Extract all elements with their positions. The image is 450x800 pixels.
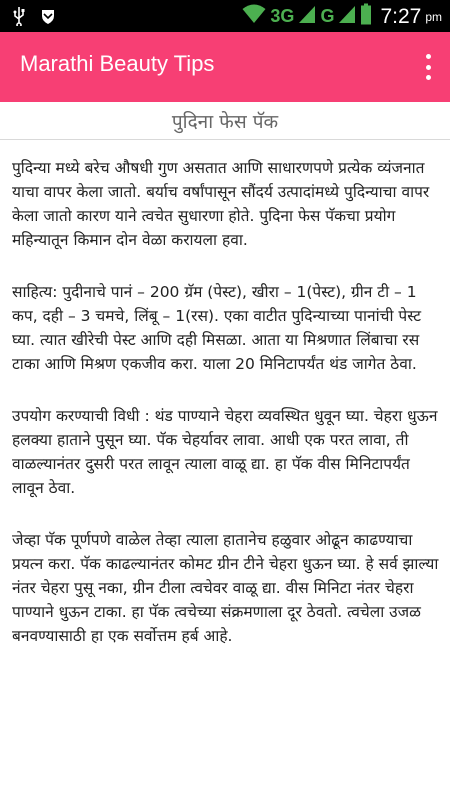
status-bar (0, 0, 450, 32)
status-left-icons (12, 6, 56, 31)
app-title: Marathi Beauty Tips (20, 51, 215, 76)
network-type-g: G (320, 6, 335, 26)
article-paragraph: जेव्हा पॅक पूर्णपणे वाळेल तेव्हा त्याला हातानेच हळुवार ओढून काढण्याचा प्रयत्न करा. पॅक काढल्यानंतर कोमट ग्रीन टीने चेहरा धुऊन घ्या. हे सर्व झाल्या नंतर चेहरा पुसू नका, ग्रीन टीला त्वचेवर वाळू द्या. वीस मिनिटा नंतर चेहरा पाण्याने धुऊन टाका. हा पॅक त्वचेच्या संक्रमणाला दूर ठेवतो. त्वचेला उजळ बनवण्यासाठी हा एक सर्वोत्तम हर्ब आहे. (12, 531, 439, 645)
usb-icon (12, 6, 26, 31)
shield-icon (40, 7, 56, 30)
overflow-menu-icon[interactable] (418, 52, 438, 82)
article-paragraph: साहित्य: पुदीनाचे पानं – 200 ग्रॅम (पेस्ट), खीरा – 1(पेस्ट), ग्रीन टी – 1 कप, दही – 3 चमचे, लिंबू – 1(रस). एका वाटीत पुदिन्याच्या पानांची पेस्ट घ्या. त्यात खीरेची पेस्ट आणि दही मिसळा. आता या मिश्रणात लिंबाचा रस टाका आणि मिश्रण एकजीव करा. याला 20 मिनिटापर्यंत थंड जागेत ठेवा. (12, 283, 422, 373)
app-bar (0, 32, 450, 102)
article-paragraph: उपयोग करण्याची विधी : थंड पाण्याने चेहरा व्यवस्थित धुवून घ्या. चेहरा धुऊन हलक्या हाताने पुसून घ्या. पॅक चेहर्यावर लावा. आधी एक परत लावा, ती वाळल्यानंतर दुसरी परत लावून त्याला वाळू द्या. हा पॅक वीस मिनिटापर्यंत लावून ठेवा. (12, 407, 438, 497)
wifi-icon (242, 4, 266, 29)
network-type-3g: 3G (270, 6, 295, 26)
clock-time: 7:27 (380, 4, 422, 28)
article-body (0, 144, 450, 648)
signal-icon (338, 4, 356, 29)
battery-icon (360, 3, 372, 30)
clock-ampm: pm (425, 9, 442, 24)
status-right-icons (242, 3, 442, 30)
signal-icon (298, 4, 316, 29)
article-title: पुदिना फेस पॅक (0, 102, 450, 140)
article-paragraph: पुदिन्या मध्ये बरेच औषधी गुण असतात आणि साधारणपणे प्रत्येक व्यंजनात याचा वापर केला जातो. बर्याच वर्षांपासून सौंदर्य उत्पादांमध्ये पुदिन्याचा वापर केला जातो कारण याने त्वचेत सुधारणा होते. पुदिना फेस पॅकचा प्रयोग महिन्यातून किमान दोन वेळा करायला हवा. (12, 159, 430, 249)
